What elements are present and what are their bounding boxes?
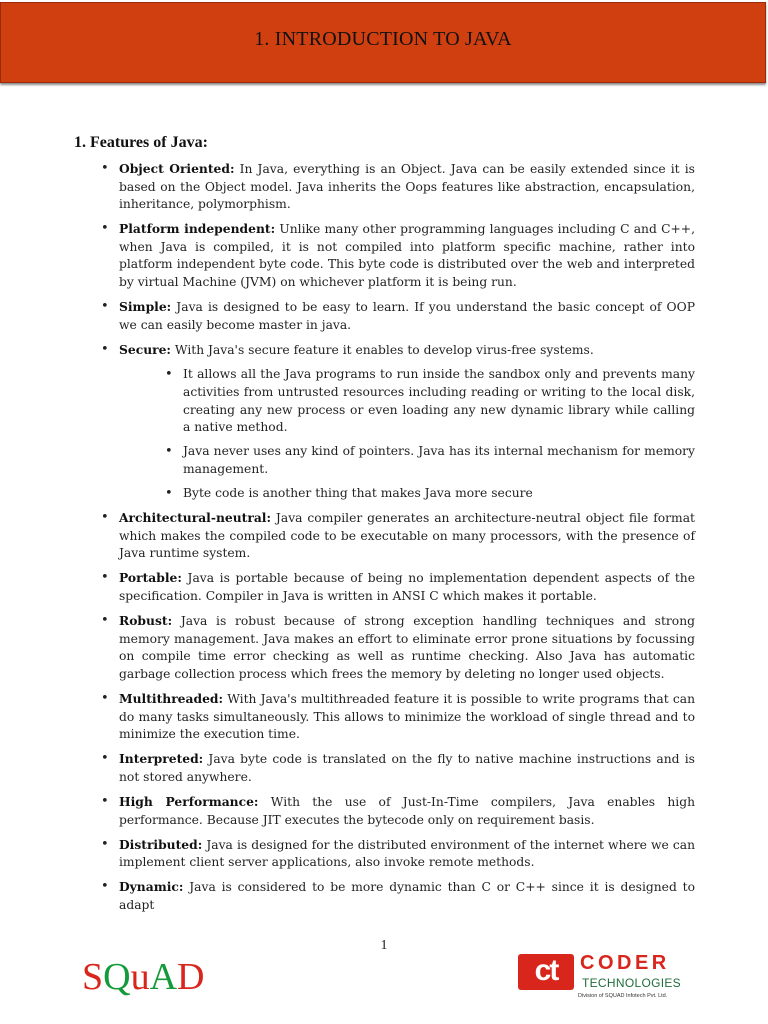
secure-subpoint: [164, 443, 695, 478]
feature-text: Java is designed for the distributed environment of the internet where we can implement client server applications, also invoke remote methods.: [119, 837, 695, 870]
feature-text: Java compiler generates an architecture-neutral object file format which makes the compiled code to be executable on many processors, with the presence of Java runtime system.: [119, 511, 695, 561]
feature-term: Distributed:: [119, 836, 203, 852]
feature-text: Java is considered to be more dynamic than C or C++ since it is designed to adapt: [119, 880, 695, 912]
feature-distributed: [100, 836, 695, 872]
bullet-icon: •: [165, 367, 173, 383]
feature-robust: [100, 612, 695, 683]
bullet-icon: •: [101, 161, 109, 176]
bullet-icon: •: [101, 879, 109, 895]
feature-text: Java byte code is translated on the fly to native machine instructions and is not stored anywhere.: [119, 752, 695, 784]
feature-text: Java is robust because of strong exception handling techniques and strong memory management. Java makes an effort to eliminate error prone situations by focussing on compile time error checking as well as runtime checking. Also Java has automatic garbage collection process which frees the memory by deleting no longer used objects.: [119, 614, 695, 681]
feature-portable: [100, 569, 695, 605]
title-banner: [0, 2, 766, 83]
bullet-icon: •: [101, 299, 109, 315]
chapter-title: 1. INTRODUCTION TO JAVA: [254, 28, 512, 50]
bullet-icon: •: [101, 570, 109, 586]
subpoint-text: Java never uses any kind of pointers. Java has its internal mechanism for memory management.: [183, 444, 695, 476]
feature-text: Java is portable because of being no implementation dependent aspects of the specification. Compiler in Java is written in ANSI C which makes it portable.: [119, 571, 695, 603]
page-number: 1: [380, 938, 388, 953]
bullet-icon: •: [101, 793, 109, 809]
bullet-icon: •: [101, 510, 109, 526]
coder-subtitle: TECHNOLOGIES: [582, 976, 681, 990]
bullet-icon: •: [165, 486, 173, 501]
feature-term: Simple:: [119, 299, 172, 315]
features-list: [100, 160, 695, 921]
feature-architectural-neutral: [100, 509, 695, 563]
feature-simple: [100, 298, 695, 334]
feature-high-performance: [100, 793, 695, 829]
bullet-icon: •: [101, 221, 109, 237]
bullet-icon: •: [101, 836, 109, 852]
feature-dynamic: [100, 878, 695, 914]
coder-title: CODER: [580, 952, 670, 974]
feature-term: Robust:: [119, 613, 173, 629]
bullet-icon: •: [101, 690, 109, 706]
secure-subpoint: [164, 366, 695, 436]
feature-text: With Java's multithreaded feature it is possible to write programs that can do many tasks simultaneously. This allows to minimize the workload of single thread and to minimize the execution time.: [119, 691, 695, 742]
feature-term: Multithreaded:: [119, 690, 224, 706]
bullet-icon: •: [101, 341, 109, 357]
feature-term: Interpreted:: [119, 751, 204, 767]
feature-text: Unlike many other programming languages including C and C++, when Java is compiled, it is not compiled into platform specific machine, rather into platform independent byte code. This byte code is distributed over the web and interpreted by virtual Machine (JVM) on whichever platform it is being run.: [119, 222, 695, 290]
subpoint-text: It allows all the Java programs to run inside the sandbox only and prevents many activities from untrusted resources including reading or writing to the local disk, creating any new process or even loading any new dynamic library while calling a native method.: [183, 367, 695, 435]
bullet-icon: •: [101, 751, 109, 767]
feature-term: High Performance:: [119, 793, 259, 809]
ct-logo-mark: ct: [518, 954, 574, 990]
coder-technologies-logo: [518, 952, 718, 1002]
feature-text: With the use of Just-In-Time compilers, Java enables high performance. Because JIT executes the bytecode only on requirement basis.: [119, 794, 695, 827]
feature-multithreaded: [100, 690, 695, 744]
feature-platform-independent: [100, 220, 695, 291]
feature-term: Object Oriented:: [119, 161, 235, 176]
feature-text: Java is designed to be easy to learn. If you understand the basic concept of OOP we can easily become master in java.: [119, 300, 695, 332]
feature-text: With Java's secure feature it enables to develop virus-free systems.: [170, 342, 594, 357]
feature-term: Portable:: [119, 570, 182, 586]
feature-term: Platform independent:: [119, 221, 276, 237]
subpoint-text: Byte code is another thing that makes Java more secure: [183, 486, 533, 500]
bullet-icon: •: [165, 444, 173, 460]
feature-term: Dynamic:: [119, 879, 184, 895]
feature-text: In Java, everything is an Object. Java can be easily extended since it is based on the Object model. Java inherits the Oops features like abstraction, encapsulation, inheritance, polymorphism.: [119, 162, 695, 212]
secure-subpoints: [164, 366, 695, 502]
squad-logo: SQuAD: [82, 956, 205, 998]
feature-interpreted: [100, 750, 695, 786]
feature-secure: [100, 341, 695, 503]
section-heading: 1. Features of Java:: [74, 134, 208, 151]
bullet-icon: •: [101, 613, 109, 629]
feature-term: Secure:: [119, 341, 171, 357]
feature-term: Architectural-neutral:: [119, 510, 271, 526]
secure-subpoint: [164, 485, 695, 503]
feature-object-oriented: [100, 160, 695, 214]
coder-division-text: Division of SQUAD Infotech Pvt. Ltd.: [578, 993, 668, 999]
